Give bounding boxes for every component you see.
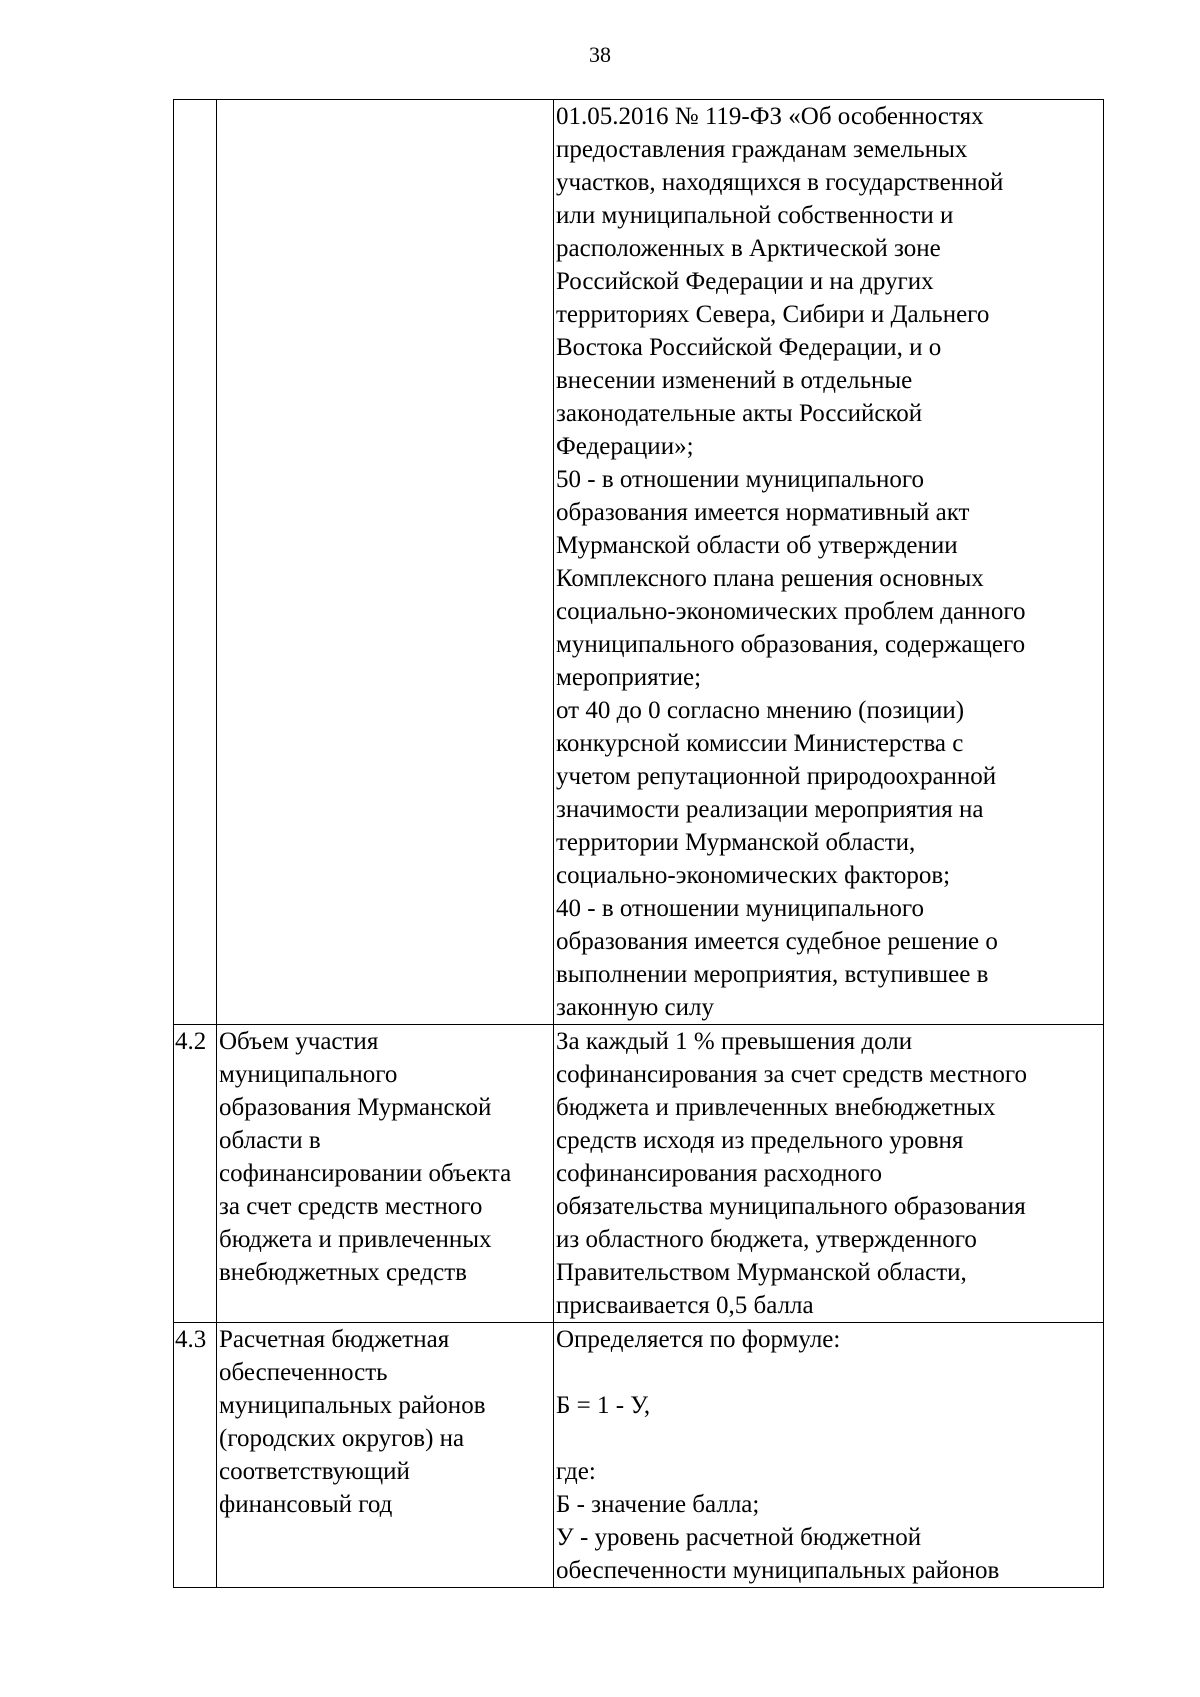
row-number-cell: 4.3 <box>174 1323 217 1588</box>
scoring-description-line: бюджета и привлеченных внебюджетных <box>556 1094 996 1121</box>
scoring-description-line: 50 - в отношении муниципального <box>556 466 925 493</box>
scoring-description-line: от 40 до 0 согласно мнению (позиции) <box>556 697 965 724</box>
criteria-table <box>173 99 1104 1588</box>
scoring-description-line: социально-экономических проблем данного <box>556 598 1026 625</box>
scoring-description-line: присваивается 0,5 балла <box>556 1292 814 1319</box>
scoring-description-line: внесении изменений в отдельные <box>556 367 913 394</box>
scoring-description-line: За каждый 1 % превышения доли <box>556 1028 913 1055</box>
scoring-description-line: социально-экономических факторов; <box>556 862 951 889</box>
scoring-description-line: Востока Российской Федерации, и о <box>556 334 942 361</box>
scoring-description-line: Б = 1 - У, <box>556 1392 651 1419</box>
scoring-description-line: территориях Севера, Сибири и Дальнего <box>556 301 990 328</box>
row-number-cell <box>174 100 217 1025</box>
criterion-name-cell <box>217 1323 554 1588</box>
criterion-name-line: (городских округов) на <box>219 1425 465 1452</box>
scoring-description-line: Определяется по формуле: <box>556 1326 841 1353</box>
criterion-name-line: соответствующий <box>219 1458 410 1485</box>
scoring-description-line: софинансирования расходного <box>556 1160 883 1187</box>
criterion-name-line: за счет средств местного <box>219 1193 483 1220</box>
criterion-name-line: образования Мурманской <box>219 1094 492 1121</box>
scoring-description-line: где: <box>556 1458 596 1485</box>
scoring-description-line: средств исходя из предельного уровня <box>556 1127 964 1154</box>
scoring-description-line <box>556 1356 1103 1389</box>
scoring-description-line: 40 - в отношении муниципального <box>556 895 925 922</box>
criterion-name-line: Расчетная бюджетная <box>219 1326 450 1353</box>
scoring-description-line: Комплексного плана решения основных <box>556 565 984 592</box>
scoring-description-line: обеспеченности муниципальных районов <box>556 1557 1000 1584</box>
scoring-description-line: законодательные акты Российской <box>556 400 923 427</box>
criterion-name-cell <box>217 100 554 1025</box>
criterion-name-line: обеспеченность <box>219 1359 388 1386</box>
scoring-description-line: образования имеется нормативный акт <box>556 499 970 526</box>
table-row <box>174 1323 1104 1588</box>
criterion-name-cell <box>217 1025 554 1323</box>
scoring-description-line: учетом репутационной природоохранной <box>556 763 997 790</box>
scoring-description-line: предоставления гражданам земельных <box>556 136 968 163</box>
scoring-description-line: или муниципальной собственности и <box>556 202 954 229</box>
table-body <box>174 100 1104 1588</box>
criterion-name-line: бюджета и привлеченных <box>219 1226 492 1253</box>
table-row <box>174 100 1104 1025</box>
scoring-description-line: муниципального образования, содержащего <box>556 631 1026 658</box>
scoring-description-line: законную силу <box>556 994 714 1021</box>
scoring-description-cell <box>554 100 1104 1025</box>
scoring-description-line: мероприятие; <box>556 664 702 691</box>
criterion-name-line: внебюджетных средств <box>219 1259 467 1286</box>
scoring-description-line: У - уровень расчетной бюджетной <box>556 1524 922 1551</box>
scoring-description-cell <box>554 1025 1104 1323</box>
scoring-description-line: из областного бюджета, утвержденного <box>556 1226 977 1253</box>
scoring-description-line: Федерации»; <box>556 433 694 460</box>
scoring-description-line: территории Мурманской области, <box>556 829 916 856</box>
scoring-description-cell <box>554 1323 1104 1588</box>
criterion-name-line: финансовый год <box>219 1491 393 1518</box>
scoring-description-line: образования имеется судебное решение о <box>556 928 998 955</box>
scoring-description-line: выполнении мероприятия, вступившее в <box>556 961 989 988</box>
scoring-description-line: участков, находящихся в государственной <box>556 169 1004 196</box>
criterion-name-line: софинансировании объекта <box>219 1160 512 1187</box>
criterion-name-line: Объем участия <box>219 1028 379 1055</box>
scoring-description-line: конкурсной комиссии Министерства с <box>556 730 964 757</box>
scoring-description-line: Б - значение балла; <box>556 1491 760 1518</box>
scoring-description-line: обязательства муниципального образования <box>556 1193 1026 1220</box>
page-number: 38 <box>589 42 611 67</box>
scoring-description-line <box>556 1422 1103 1455</box>
criterion-name-line: области в <box>219 1127 321 1154</box>
scoring-description-line: Правительством Мурманской области, <box>556 1259 967 1286</box>
row-number-cell: 4.2 <box>174 1025 217 1323</box>
scoring-description-line: расположенных в Арктической зоне <box>556 235 941 262</box>
scoring-description-line: Российской Федерации и на других <box>556 268 934 295</box>
table-row <box>174 1025 1104 1323</box>
scoring-description-line: значимости реализации мероприятия на <box>556 796 984 823</box>
criterion-name-line: муниципального <box>219 1061 398 1088</box>
scoring-description-line: софинансирования за счет средств местного <box>556 1061 1027 1088</box>
scoring-description-line: Мурманской области об утверждении <box>556 532 958 559</box>
scoring-description-line: 01.05.2016 № 119-ФЗ «Об особенностях <box>556 103 984 130</box>
criterion-name-line: муниципальных районов <box>219 1392 486 1419</box>
